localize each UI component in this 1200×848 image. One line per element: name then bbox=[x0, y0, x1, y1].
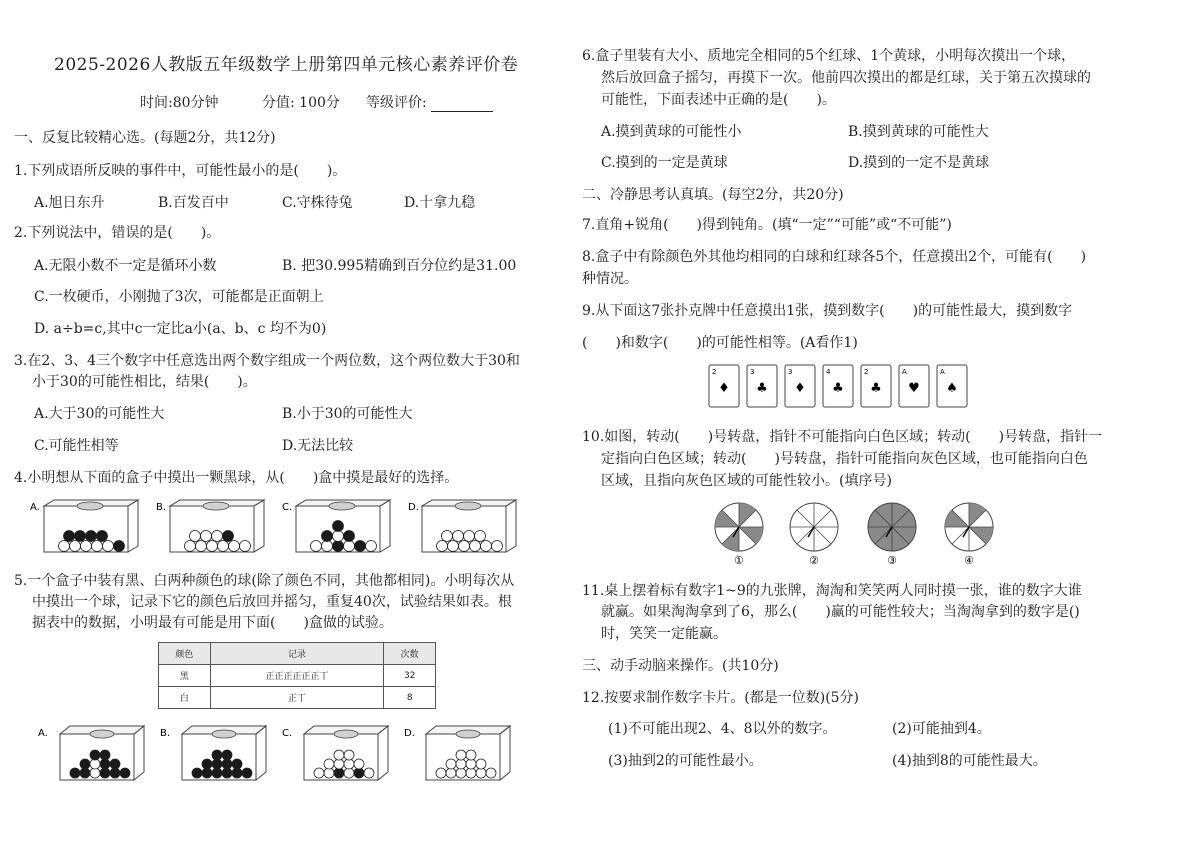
q6-line-3: 可能性，下面表述中正确的是( )。 bbox=[601, 92, 836, 108]
q1-stem: 1.下列成语所反映的事件中，可能性最小的是( )。 bbox=[14, 163, 347, 179]
spinner-label-4: ④ bbox=[964, 554, 974, 567]
card-rank: 2 bbox=[712, 368, 717, 376]
playing-card[interactable] bbox=[709, 365, 739, 407]
table-cell: 32 bbox=[384, 665, 436, 687]
q1-option-a[interactable]: A.旭日东升 bbox=[34, 195, 105, 211]
q7-stem: 7.直角+锐角( )得到钝角。(填“一定”“可能”或“不可能”) bbox=[582, 217, 952, 233]
q9-cards bbox=[708, 364, 1008, 410]
playing-card[interactable] bbox=[747, 365, 777, 407]
q3-option-a[interactable]: A.大于30的可能性大 bbox=[34, 406, 165, 422]
q4-box-c[interactable] bbox=[282, 500, 390, 552]
table-cell: 黑 bbox=[159, 665, 211, 687]
q1-option-c[interactable]: C.守株待兔 bbox=[282, 195, 353, 211]
q10-spinners bbox=[712, 502, 1012, 568]
table-header: 次数 bbox=[384, 643, 436, 665]
spinner-label-3: ③ bbox=[887, 554, 897, 567]
grade-label: 等级评价: bbox=[366, 92, 493, 112]
q3-option-c[interactable]: C.可能性相等 bbox=[34, 438, 119, 454]
q4-label-d: D. bbox=[408, 502, 419, 513]
q5-box-d[interactable] bbox=[404, 726, 510, 780]
q5-label-b: B. bbox=[160, 728, 171, 739]
q2-option-d[interactable]: D. a÷b=c,其中c一定比a小(a、b、c 均不为0) bbox=[34, 321, 327, 337]
q9-line-1: 9.从下面这7张扑克牌中任意摸出1张，摸到数字( )的可能性最大，摸到数字 bbox=[582, 303, 1073, 319]
q12-req-1: (1)不可能出现2、4、8以外的数字。 bbox=[608, 721, 837, 737]
table-row bbox=[159, 687, 436, 709]
q3-option-b[interactable]: B.小于30的可能性大 bbox=[282, 406, 413, 422]
q3-line-1: 3.在2、3、4三个数字中任意选出两个数字组成一个两位数，这个两位数大于30和 bbox=[14, 353, 520, 369]
q8-line-1: 8.盒子中有除颜色外其他均相同的白球和红球各5个，任意摸出2个，可能有( ) bbox=[582, 249, 1087, 265]
table-header: 记录 bbox=[210, 643, 384, 665]
q10-line-1: 10.如图，转动( )号转盘，指针不可能指向白色区域；转动( )号转盘，指针一 bbox=[582, 429, 1103, 445]
spinner-3[interactable] bbox=[868, 503, 916, 567]
table-header-row bbox=[159, 643, 436, 665]
spinner-label-2: ② bbox=[809, 554, 819, 567]
q4-label-a: A. bbox=[30, 502, 40, 513]
q4-box-a[interactable] bbox=[30, 500, 138, 552]
q5-box-a[interactable] bbox=[38, 726, 144, 780]
q4-stem: 4.小明想从下面的盒子中摸出一颗黑球，从( )盒中摸是最好的选择。 bbox=[14, 470, 459, 486]
q6-option-c[interactable]: C.摸到的一定是黄球 bbox=[601, 155, 728, 171]
q1-option-b[interactable]: B.百发百中 bbox=[158, 195, 229, 211]
q11-line-1: 11.桌上摆着标有数字1~9的九张牌，淘淘和笑笑两人同时摸一张，谁的数字大谁 bbox=[582, 583, 1082, 599]
grade-blank[interactable] bbox=[431, 97, 493, 112]
table-cell: 白 bbox=[159, 687, 211, 709]
q5-tally-table bbox=[158, 642, 436, 709]
q2-option-c[interactable]: C.一枚硬币，小刚抛了3次，可能都是正面朝上 bbox=[34, 289, 324, 305]
q6-option-a[interactable]: A.摸到黄球的可能性小 bbox=[601, 124, 742, 140]
q4-box-figures bbox=[30, 496, 550, 556]
q6-line-1: 6.盒子里装有大小、质地完全相同的5个红球、1个黄球，小明每次摸出一个球， bbox=[582, 48, 1076, 64]
q12-req-4: (4)抽到8的可能性最大。 bbox=[892, 753, 1047, 769]
q4-box-d[interactable] bbox=[408, 500, 516, 552]
q9-cards-svg bbox=[708, 364, 1008, 410]
q5-label-d: D. bbox=[404, 728, 415, 739]
card-suit-icon: ♦ bbox=[718, 381, 730, 396]
q12-stem: 12.按要求制作数字卡片。(都是一位数)(5分) bbox=[582, 690, 860, 706]
table-cell: 8 bbox=[384, 687, 436, 709]
table-header: 颜色 bbox=[159, 643, 211, 665]
spinner-4[interactable] bbox=[945, 503, 993, 567]
q6-option-b[interactable]: B.摸到黄球的可能性大 bbox=[848, 124, 989, 140]
q8-line-2: 种情况。 bbox=[582, 271, 638, 287]
q2-option-b[interactable]: B. 把30.995精确到百分位约是31.00 bbox=[282, 258, 517, 274]
section-1-heading: 一、反复比较精心选。(每题2分，共12分) bbox=[14, 130, 276, 146]
table-cell: 正正正正正正丅 bbox=[210, 665, 384, 687]
q3-option-d[interactable]: D.无法比较 bbox=[282, 438, 354, 454]
card-rank: 2 bbox=[864, 368, 869, 376]
q5-label-c: C. bbox=[282, 728, 293, 739]
q12-req-3: (3)抽到2的可能性最小。 bbox=[608, 753, 763, 769]
spinner-1[interactable] bbox=[715, 503, 763, 567]
q5-line-2: 中摸出一个球，记录下它的颜色后放回并摇匀，重复40次，试验结果如表。根 bbox=[32, 594, 512, 610]
playing-card[interactable] bbox=[861, 365, 891, 407]
q9-line-2: ( )和数字( )的可能性相等。(A看作1) bbox=[582, 335, 858, 351]
q5-box-b[interactable] bbox=[160, 726, 266, 780]
card-suit-icon: ♦ bbox=[794, 381, 806, 396]
q2-option-a[interactable]: A.无限小数不一定是循环小数 bbox=[34, 258, 217, 274]
q5-box-c[interactable] bbox=[282, 726, 388, 780]
card-rank: A bbox=[902, 368, 907, 376]
q10-line-2: 定指向白色区域；转动( )号转盘，指针可能指向灰色区域，也可能指向白色 bbox=[601, 451, 1088, 467]
q4-box-b[interactable] bbox=[156, 500, 264, 552]
table-cell: 正丅 bbox=[210, 687, 384, 709]
card-suit-icon: ♣ bbox=[832, 381, 844, 396]
card-suit-icon: ♠ bbox=[946, 381, 958, 396]
playing-card[interactable] bbox=[937, 365, 967, 407]
playing-card[interactable] bbox=[785, 365, 815, 407]
page-title: 2025-2026人教版五年级数学上册第四单元核心素养评价卷 bbox=[54, 55, 519, 75]
playing-card[interactable] bbox=[823, 365, 853, 407]
q4-label-c: C. bbox=[282, 502, 293, 513]
spinner-label-1: ① bbox=[734, 554, 744, 567]
q5-line-3: 据表中的数据，小明最有可能是用下面( )盒做的试验。 bbox=[32, 615, 393, 631]
card-suit-icon: ♥ bbox=[908, 381, 920, 396]
q5-label-a: A. bbox=[38, 728, 48, 739]
section-3-heading: 三、动手动脑来操作。(共10分) bbox=[582, 658, 779, 674]
card-rank: 3 bbox=[788, 368, 793, 376]
section-2-heading: 二、冷静思考认真填。(每空2分，共20分) bbox=[582, 187, 844, 203]
q3-line-2: 小于30的可能性相比，结果( )。 bbox=[32, 374, 257, 390]
card-rank: 4 bbox=[826, 368, 831, 376]
q5-line-1: 5.一个盒子中装有黑、白两种颜色的球(除了颜色不同，其他都相同)。小明每次从 bbox=[14, 573, 515, 589]
score-label: 分值: 100分 bbox=[262, 95, 340, 111]
q6-line-2: 然后放回盒子摇匀，再摸下一次。他前四次摸出的都是红球，关于第五次摸球的 bbox=[601, 70, 1091, 86]
q2-stem: 2.下列说法中，错误的是( )。 bbox=[14, 225, 221, 241]
spinner-2[interactable] bbox=[790, 503, 838, 567]
time-label: 时间:80分钟 bbox=[140, 95, 219, 111]
q4-label-b: B. bbox=[156, 502, 167, 513]
card-rank: A bbox=[940, 368, 945, 376]
card-suit-icon: ♣ bbox=[756, 381, 768, 396]
q11-line-3: 时，笑笑一定能赢。 bbox=[601, 626, 727, 642]
q12-req-2: (2)可能抽到4。 bbox=[892, 721, 991, 737]
card-rank: 3 bbox=[750, 368, 755, 376]
q5-box-figures bbox=[30, 722, 550, 784]
card-suit-icon: ♣ bbox=[870, 381, 882, 396]
q6-option-d[interactable]: D.摸到的一定不是黄球 bbox=[848, 155, 990, 171]
q1-option-d[interactable]: D.十拿九稳 bbox=[404, 195, 476, 211]
table-row bbox=[159, 665, 436, 687]
q10-line-3: 区域，且指向灰色区域的可能性较小。(填序号) bbox=[601, 473, 892, 489]
playing-card[interactable] bbox=[899, 365, 929, 407]
q11-line-2: 就赢。如果淘淘拿到了6，那么( )赢的可能性较大；当淘淘拿到的数字是() bbox=[601, 604, 1080, 620]
